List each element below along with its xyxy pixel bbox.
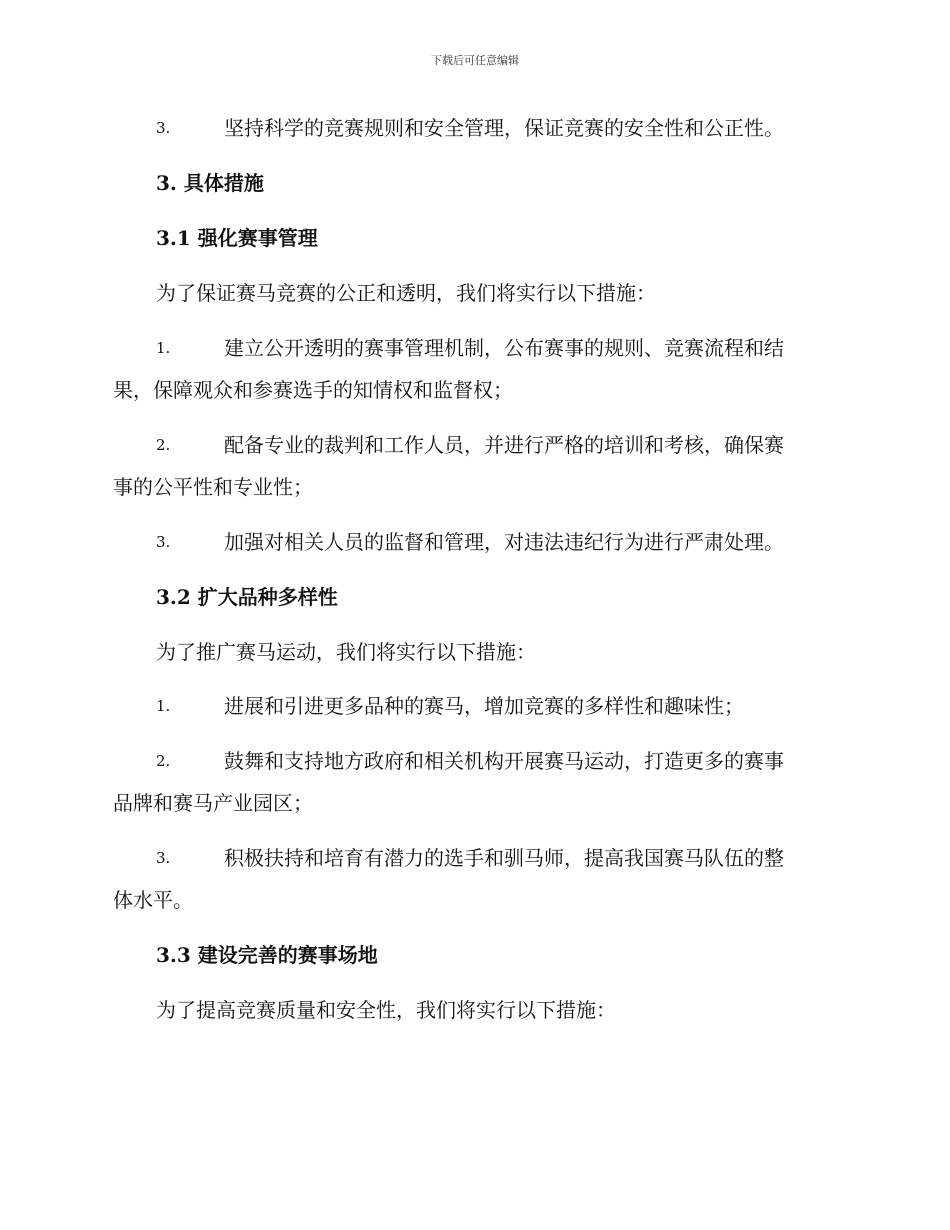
paragraph: 为了推广赛马运动，我们将实行以下措施： <box>156 640 536 664</box>
list-item-text: 鼓舞和支持地方政府和相关机构开展赛马运动，打造更多的赛事 <box>224 749 784 773</box>
subsection-heading: 3.2 扩大品种多样性 <box>156 585 338 609</box>
list-item-text: 建立公开透明的赛事管理机制，公布赛事的规则、竞赛流程和结 <box>224 336 784 360</box>
list-item-text: 积极扶持和培育有潜力的选手和驯马师，提高我国赛马队伍的整 <box>224 846 784 870</box>
paragraph: 为了提高竞赛质量和安全性，我们将实行以下措施： <box>156 998 616 1022</box>
list-item-continuation: 品牌和赛马产业园区； <box>113 791 313 815</box>
list-number: 2. <box>156 436 171 454</box>
list-number: 2. <box>156 752 171 770</box>
list-item-continuation: 果，保障观众和参赛选手的知情权和监督权； <box>113 378 513 402</box>
list-item-continuation: 体水平。 <box>113 888 193 912</box>
list-item-text: 坚持科学的竞赛规则和安全管理，保证竞赛的安全性和公正性。 <box>224 116 784 140</box>
list-number: 1. <box>156 697 171 715</box>
list-number: 1. <box>156 339 171 357</box>
section-heading: 3. 具体措施 <box>156 171 264 195</box>
paragraph: 为了保证赛马竞赛的公正和透明，我们将实行以下措施： <box>156 281 656 305</box>
subsection-heading: 3.3 建设完善的赛事场地 <box>156 943 378 967</box>
list-number: 3. <box>156 533 171 551</box>
list-item-text: 配备专业的裁判和工作人员，并进行严格的培训和考核，确保赛 <box>224 433 784 457</box>
list-item-text: 进展和引进更多品种的赛马，增加竞赛的多样性和趣味性； <box>224 694 744 718</box>
list-item-continuation: 事的公平性和专业性； <box>113 475 313 499</box>
subsection-heading: 3.1 强化赛事管理 <box>156 226 318 250</box>
list-item-text: 加强对相关人员的监督和管理，对违法违纪行为进行严肃处理。 <box>224 530 784 554</box>
list-number: 3. <box>156 119 171 137</box>
page-header-note: 下载后可任意编辑 <box>431 54 519 67</box>
list-number: 3. <box>156 849 171 867</box>
